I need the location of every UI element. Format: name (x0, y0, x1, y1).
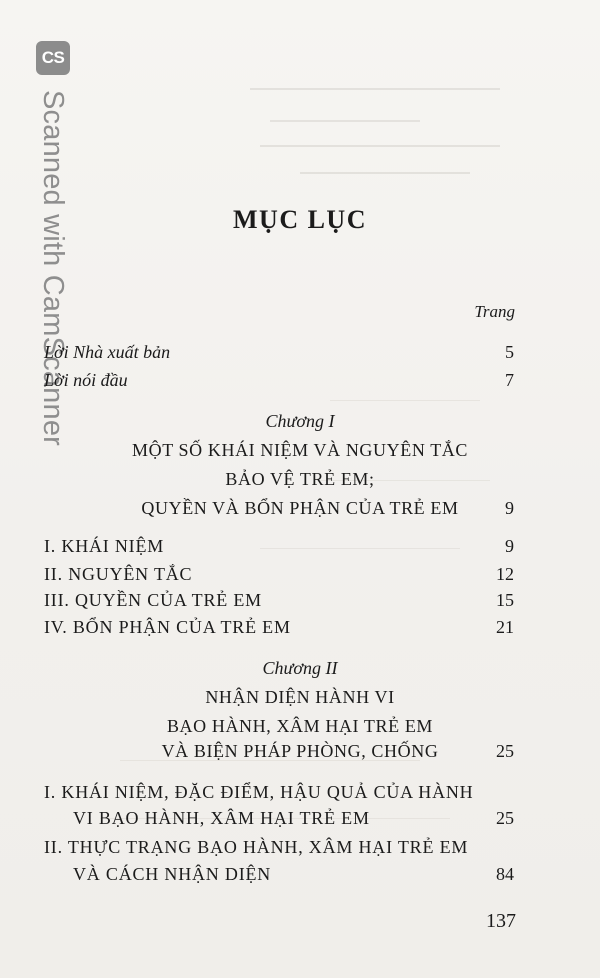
toc-entry[interactable] (44, 368, 514, 392)
toc-section[interactable] (44, 780, 514, 804)
chapter-title-line: BẢO VỆ TRẺ EM; (225, 469, 375, 489)
bleed-through (260, 145, 500, 157)
toc-section-label: I. KHÁI NIỆM, ĐẶC ĐIỂM, HẬU QUẢ CỦA HÀNH (44, 782, 474, 802)
chapter-title-line: VÀ BIỆN PHÁP PHÒNG, CHỐNG (161, 741, 439, 761)
toc-section-label-cont: VÀ CÁCH NHẬN DIỆN (73, 864, 272, 884)
toc-section-label: I. KHÁI NIỆM (44, 536, 165, 556)
toc-section[interactable] (44, 588, 514, 612)
page-number: 137 (486, 910, 516, 932)
chapter-title-line: QUYỀN VÀ BỔN PHẬN CỦA TRẺ EM (141, 498, 459, 518)
toc-section-page: 25 (496, 808, 514, 828)
page-column-header: Trang (474, 302, 515, 321)
camscanner-logo-icon: CS (36, 41, 70, 75)
bleed-through (300, 172, 470, 184)
toc-section-label-cont: VI BẠO HÀNH, XÂM HẠI TRẺ EM (73, 808, 370, 828)
toc-section-label: II. NGUYÊN TẮC (44, 564, 193, 584)
bleed-through (330, 400, 480, 409)
bleed-through (270, 120, 420, 132)
toc-section-label: III. QUYỀN CỦA TRẺ EM (44, 590, 262, 610)
toc-entry-page: 7 (505, 370, 514, 390)
toc-entry-page: 5 (505, 342, 514, 362)
toc-entry[interactable] (44, 340, 514, 364)
chapter-title-line: BẠO HÀNH, XÂM HẠI TRẺ EM (166, 716, 434, 736)
bleed-through (250, 88, 500, 100)
toc-section-page: 84 (496, 864, 514, 884)
toc-section-label: IV. BỔN PHẬN CỦA TRẺ EM (44, 617, 291, 637)
toc-section-page: 9 (505, 536, 514, 556)
scanner-watermark: Scanned with CamScanner (37, 90, 69, 447)
chapter-page: 9 (505, 498, 514, 518)
chapter-heading: Chương II (262, 658, 338, 678)
toc-section-page: 12 (496, 564, 514, 584)
toc-section[interactable] (44, 835, 514, 859)
page-title: MỤC LỤC (233, 205, 367, 234)
toc-section-label: II. THỰC TRẠNG BẠO HÀNH, XÂM HẠI TRẺ EM (44, 837, 469, 857)
chapter-title-line: MỘT SỐ KHÁI NIỆM VÀ NGUYÊN TẮC (131, 440, 468, 460)
toc-section[interactable] (44, 534, 514, 558)
toc-section[interactable] (44, 615, 514, 639)
toc-section-page: 21 (496, 617, 514, 637)
chapter-heading: Chương I (265, 411, 335, 431)
toc-entry-label: Lời nói đầu (44, 370, 128, 390)
toc-section-page: 15 (496, 590, 514, 610)
chapter-page: 25 (496, 741, 514, 761)
chapter-title-line: NHẬN DIỆN HÀNH VI (205, 687, 395, 707)
toc-section[interactable] (44, 562, 514, 586)
toc-entry-label: Lời Nhà xuất bản (44, 342, 171, 362)
